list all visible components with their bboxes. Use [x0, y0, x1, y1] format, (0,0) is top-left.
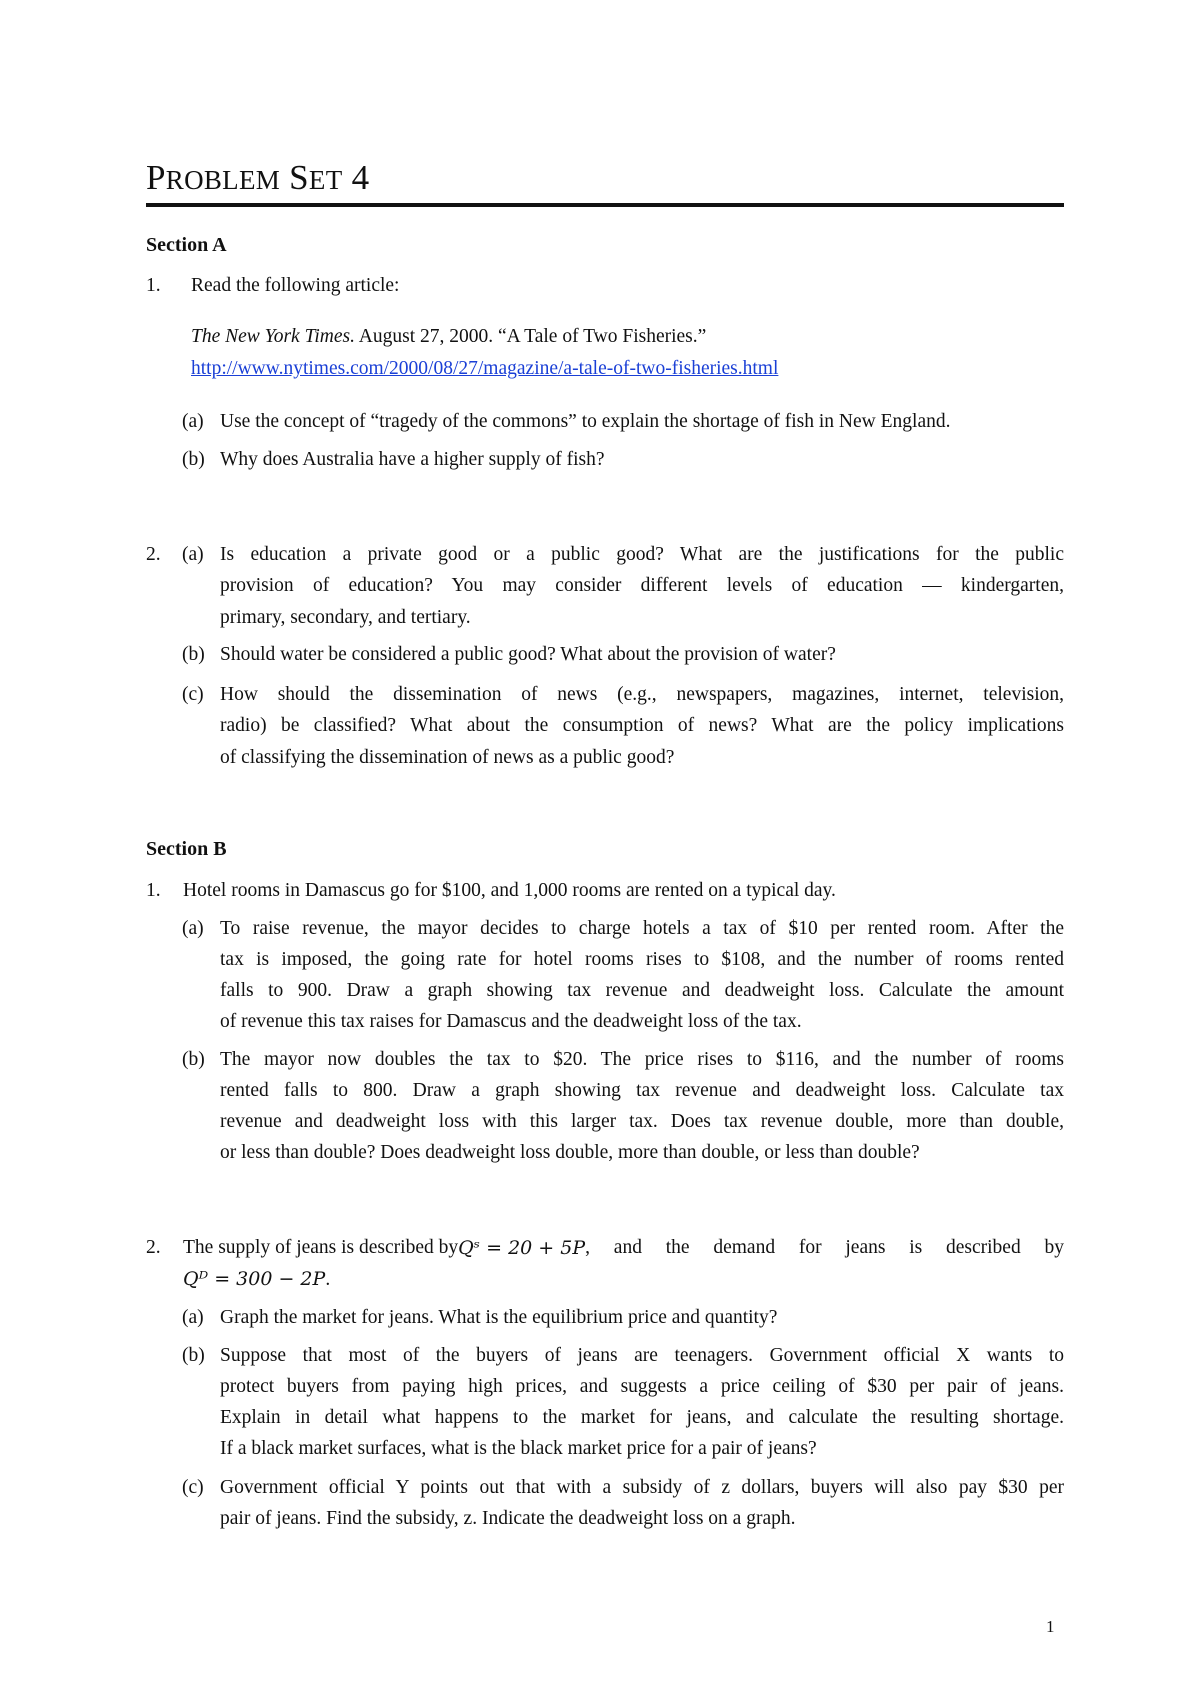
a-q1a-label: (a)	[182, 411, 204, 432]
source-details: August 27, 2000. “A Tale of Two Fisheries.”	[354, 326, 707, 347]
b-q1-number: 1.	[146, 880, 161, 901]
b-q1a-line4: of revenue this tax raises for Damascus and the deadweight loss of the tax.	[220, 1011, 802, 1032]
b-q2b-line3: Explain in detail what happens to the market for jeans, and calculate the resulting shortage.	[220, 1407, 1064, 1428]
a-q2a-line3: primary, secondary, and tertiary.	[220, 607, 471, 628]
a-q2c-line3: of classifying the dissemination of news as a public good?	[220, 747, 675, 768]
a-q2-number: 2.	[146, 544, 161, 565]
section-a-heading: Section A	[146, 234, 227, 256]
b-q1b-line4: or less than double? Does deadweight loss double, more than double, or less than double?	[220, 1142, 920, 1163]
a-q1b-text: Why does Australia have a higher supply of fish?	[220, 449, 605, 470]
a-q1a-text: Use the concept of “tragedy of the commons” to explain the shortage of fish in New England.	[220, 411, 951, 432]
a-q2c-line2: radio) be classified? What about the consumption of news? What are the policy implications	[220, 715, 1064, 736]
b-q2-line1-pre: The supply of jeans is described by	[183, 1237, 459, 1258]
b-q1b-line1: The mayor now doubles the tax to $20. The price rises to $116, and the number of rooms	[220, 1049, 1064, 1070]
b-q2a-text: Graph the market for jeans. What is the equilibrium price and quantity?	[220, 1307, 778, 1328]
a-q2a-line1: Is education a private good or a public good? What are the justifications for the public	[220, 544, 1064, 565]
b-q2-line1	[183, 1236, 1064, 1260]
b-q1a-line3: falls to 900. Draw a graph showing tax revenue and deadweight loss. Calculate the amount	[220, 980, 1064, 1001]
title-rest-roblem: ROBLEM	[165, 165, 281, 195]
title-number: 4	[351, 158, 370, 197]
b-q1b-line3: revenue and deadweight loss with this larger tax. Does tax revenue double, more than double,	[220, 1111, 1064, 1132]
a-q1-number: 1.	[146, 275, 161, 296]
a-q2c-line1: How should the dissemination of news (e.g., newspapers, magazines, internet, television,	[220, 684, 1064, 705]
page-number: 1	[1046, 1617, 1055, 1636]
a-q1-text: Read the following article:	[191, 275, 400, 296]
title-cap-s: S	[289, 158, 309, 197]
b-q2c-line2: pair of jeans. Find the subsidy, z. Indicate the deadweight loss on a graph.	[220, 1508, 796, 1529]
article-source	[191, 325, 706, 349]
b-q2-line2-post: .	[325, 1269, 331, 1290]
a-q2a-label: (a)	[182, 544, 204, 565]
b-q2b-line2: protect buyers from paying high prices, and suggests a price ceiling of $30 per pair of jeans.	[220, 1376, 1064, 1397]
article-link[interactable]: http://www.nytimes.com/2000/08/27/magazine/a-tale-of-two-fisheries.html	[191, 358, 779, 379]
title-rest-et: ET	[308, 165, 343, 195]
demand-equation: Qᴰ = 300 − 2P	[183, 1268, 326, 1290]
source-publication: The New York Times.	[191, 326, 355, 347]
b-q1a-line1: To raise revenue, the mayor decides to charge hotels a tax of $10 per rented room. After the	[220, 918, 1064, 939]
b-q2c-label: (c)	[182, 1477, 204, 1498]
b-q1b-line2: rented falls to 800. Draw a graph showing tax revenue and deadweight loss. Calculate tax	[220, 1080, 1064, 1101]
b-q1a-line2: tax is imposed, the going rate for hotel rooms rises to $108, and the number of rooms rented	[220, 949, 1064, 970]
b-q2-number: 2.	[146, 1237, 161, 1258]
a-q2b-text: Should water be considered a public good? What about the provision of water?	[220, 644, 836, 665]
b-q2a-label: (a)	[182, 1307, 204, 1328]
b-q2c-line1: Government official Y points out that with a subsidy of z dollars, buyers will also pay $30 per	[220, 1477, 1064, 1498]
b-q2b-line4: If a black market surfaces, what is the black market price for a pair of jeans?	[220, 1438, 817, 1459]
title-rule	[146, 203, 1064, 207]
a-q1b-label: (b)	[182, 449, 205, 470]
supply-equation: Qˢ = 20 + 5P	[458, 1237, 586, 1259]
page-title	[146, 158, 369, 198]
b-q1a-label: (a)	[182, 918, 204, 939]
b-q2b-label: (b)	[182, 1345, 205, 1366]
title-cap-p: P	[146, 158, 166, 197]
a-q2a-line2: provision of education? You may consider different levels of education — kindergarten,	[220, 575, 1064, 596]
b-q2b-line1: Suppose that most of the buyers of jeans are teenagers. Government official X wants to	[220, 1345, 1064, 1366]
section-b-heading: Section B	[146, 838, 227, 860]
b-q2-line2	[183, 1267, 330, 1292]
b-q1b-label: (b)	[182, 1049, 205, 1070]
b-q1-text: Hotel rooms in Damascus go for $100, and 1,000 rooms are rented on a typical day.	[183, 880, 836, 901]
a-q2b-label: (b)	[182, 644, 205, 665]
b-q2-line1-post: , and the demand for jeans is described by	[585, 1237, 1064, 1258]
a-q2c-label: (c)	[182, 684, 204, 705]
